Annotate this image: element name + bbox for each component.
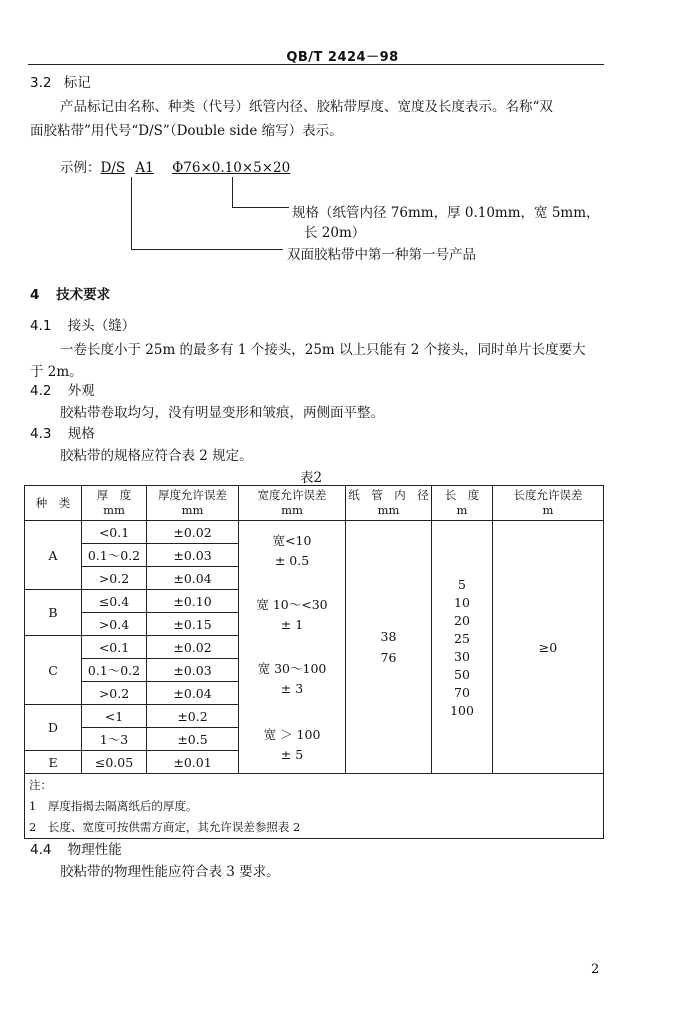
connector-line <box>131 177 132 250</box>
thickness-cell: >0.2 <box>82 567 147 590</box>
example-note2: 双面胶粘带中第一种第一号产品 <box>287 247 476 263</box>
header-length-tolerance: 长度允许误差 m <box>493 486 604 521</box>
core-diameter-value: 38 <box>380 629 397 644</box>
thickness-tol-cell: ±0.5 <box>147 728 239 751</box>
type-cell-a: A <box>25 521 82 590</box>
table-header-row <box>25 486 604 521</box>
thickness-tol-cell: ±0.04 <box>147 682 239 705</box>
section-4-1-line1: 一卷长度小于 25m 的最多有 1 个接头，25m 以上只能有 2 个接头，同时单片长度要大 <box>60 342 586 358</box>
table-caption: 表2 <box>300 470 323 486</box>
header-thickness-tolerance: 厚度允许误差 mm <box>147 486 239 521</box>
header-rule <box>28 64 604 65</box>
section-3-2-line1: 产品标记由名称、种类（代号）纸管内径、胶粘带厚度、宽度及长度表示。名称“双 <box>60 99 553 115</box>
section-number: 4.3 <box>30 426 52 442</box>
table-row <box>25 521 604 544</box>
section-number: 4.1 <box>30 318 52 334</box>
header-length: 长 度 m <box>432 486 493 521</box>
example-code-spec: Ф76×0.10×5×20 <box>172 160 291 176</box>
core-diameter-cell <box>346 521 432 774</box>
connector-line <box>131 249 283 250</box>
notes-label: 注： <box>29 777 52 792</box>
header-type: 种 类 <box>25 486 82 521</box>
section-4-heading <box>30 283 110 307</box>
connector-line <box>232 177 233 208</box>
section-title: 技术要求 <box>56 287 111 303</box>
type-cell-b: B <box>25 590 82 636</box>
table-notes-cell <box>25 774 604 839</box>
width-tol-range: 宽 ＞ 100 <box>263 727 321 742</box>
section-number: 3.2 <box>30 75 52 91</box>
section-title: 标记 <box>63 75 91 91</box>
width-tol-value: ± 3 <box>280 681 304 696</box>
length-tolerance-cell: ≥0 <box>493 521 604 774</box>
width-tol-range: 宽<10 <box>272 533 312 548</box>
length-value: 20 <box>454 612 470 628</box>
thickness-cell: 0.1～0.2 <box>82 544 147 567</box>
spec-table <box>24 485 604 839</box>
thickness-cell: >0.2 <box>82 682 147 705</box>
type-cell-c: C <box>25 636 82 705</box>
note-2: 2 长度、宽度可按供需方商定，其允许误差参照表 2 <box>29 819 301 834</box>
length-value: 5 <box>458 576 466 592</box>
page-number: 2 <box>591 962 600 977</box>
width-tol-stack <box>239 521 345 767</box>
length-value: 100 <box>450 702 474 718</box>
section-4-3-heading <box>30 422 95 446</box>
thickness-cell: <1 <box>82 705 147 728</box>
section-4-2-heading <box>30 379 95 403</box>
section-4-4-heading <box>30 838 122 862</box>
thickness-tol-cell: ±0.01 <box>147 751 239 774</box>
thickness-tol-cell: ±0.2 <box>147 705 239 728</box>
example-line <box>60 156 290 180</box>
header-core-diameter: 纸 管 内 径 mm <box>346 486 432 521</box>
length-value: 50 <box>454 666 470 682</box>
thickness-tol-cell: ±0.03 <box>147 544 239 567</box>
note-1: 1 厚度指揭去隔离纸后的厚度。 <box>29 798 198 813</box>
section-number: 4.2 <box>30 383 52 399</box>
example-note1-line1: 规格（纸管内径 76mm，厚 0.10mm，宽 5mm， <box>292 205 600 221</box>
thickness-cell: ≤0.05 <box>82 751 147 774</box>
section-4-1-heading <box>30 314 135 338</box>
thickness-cell: 0.1～0.2 <box>82 659 147 682</box>
section-4-3-text: 胶粘带的规格应符合表 2 规定。 <box>60 448 253 464</box>
example-code-ds: D/S <box>100 160 126 176</box>
section-3-2-line2: 面胶粘带”用代号“D/S”（Double side 缩写）表示。 <box>30 123 343 139</box>
thickness-tol-cell: ±0.10 <box>147 590 239 613</box>
width-tol-range: 宽 10～<30 <box>256 597 328 612</box>
header-thickness: 厚 度 mm <box>82 486 147 521</box>
section-4-2-text: 胶粘带卷取均匀，没有明显变形和皱痕，两侧面平整。 <box>60 405 384 421</box>
example-label: 示例： <box>60 160 101 176</box>
table-notes-row <box>25 774 604 839</box>
length-value: 10 <box>454 594 470 610</box>
section-number: 4.4 <box>30 842 52 858</box>
thickness-cell: ≤0.4 <box>82 590 147 613</box>
example-code-a1: A1 <box>135 160 154 176</box>
core-diameter-value: 76 <box>380 650 397 665</box>
connector-line <box>232 207 289 208</box>
section-number: 4 <box>30 287 40 303</box>
section-4-4-text: 胶粘带的物理性能应符合表 3 要求。 <box>60 864 280 880</box>
thickness-cell: <0.1 <box>82 636 147 659</box>
length-value: 25 <box>454 630 470 646</box>
thickness-cell: <0.1 <box>82 521 147 544</box>
width-tol-value: ± 5 <box>280 747 304 762</box>
type-cell-e: E <box>25 751 82 774</box>
thickness-tol-cell: ±0.02 <box>147 521 239 544</box>
thickness-tol-cell: ±0.15 <box>147 613 239 636</box>
thickness-cell: 1～3 <box>82 728 147 751</box>
standard-code-header: QB/T 2424－98 <box>286 50 399 65</box>
section-title: 外观 <box>67 383 95 399</box>
length-value: 30 <box>454 648 470 664</box>
example-note1-line2: 长 20m） <box>304 225 366 241</box>
length-cell <box>432 521 493 774</box>
section-title: 物理性能 <box>67 842 122 858</box>
header-width-tolerance: 宽度允许误差 mm <box>239 486 346 521</box>
section-3-2-heading <box>30 71 91 95</box>
section-title: 接头（缝） <box>67 318 136 334</box>
length-value: 70 <box>454 684 470 700</box>
thickness-tol-cell: ±0.02 <box>147 636 239 659</box>
section-4-1-line2: 于 2m。 <box>30 364 83 380</box>
width-tolerance-cell <box>239 521 346 774</box>
width-tol-range: 宽 30～100 <box>257 661 327 676</box>
thickness-tol-cell: ±0.03 <box>147 659 239 682</box>
type-cell-d: D <box>25 705 82 751</box>
section-title: 规格 <box>67 426 95 442</box>
width-tol-value: ± 1 <box>280 617 304 632</box>
thickness-tol-cell: ±0.04 <box>147 567 239 590</box>
width-tol-value: ± 0.5 <box>274 553 310 568</box>
thickness-cell: >0.4 <box>82 613 147 636</box>
